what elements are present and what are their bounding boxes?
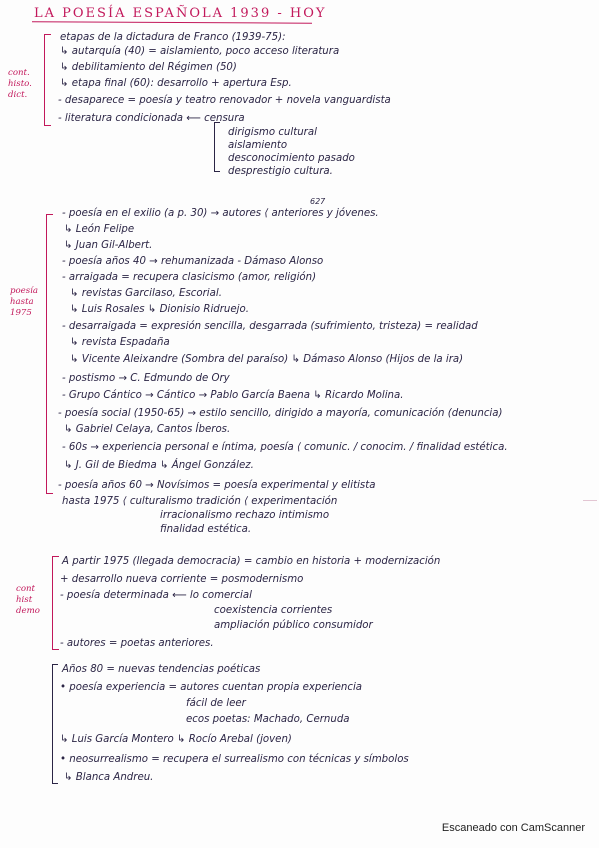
note-line: coexistencia corrientes: [214, 605, 333, 616]
side-label-cont-hist-dict: [8, 68, 32, 101]
note-line: ↳ Luis Rosales ↳ Dionisio Ridruejo.: [70, 304, 249, 315]
note-line: - autores = poetas anteriores.: [60, 638, 214, 649]
side-label-line: demo: [16, 606, 40, 616]
side-label-line: hist: [16, 595, 33, 605]
margin-mark: [583, 500, 597, 513]
note-line: dirigismo cultural: [228, 127, 317, 138]
note-line: aislamiento: [228, 140, 288, 151]
note-line: - arraigada = recupera clasicismo (amor, religión): [62, 272, 317, 283]
note-line: - desarraigada = expresión sencilla, desgarrada (sufrimiento, tristeza) = realidad: [62, 321, 478, 332]
side-label-line: 1975: [10, 308, 32, 318]
note-line: ↳ debilitamiento del Régimen (50): [60, 62, 237, 73]
side-label-line: hasta: [10, 297, 34, 307]
note-line: ↳ revistas Garcilaso, Escorial.: [70, 288, 222, 299]
note-line: ↳ Juan Gil-Albert.: [64, 240, 153, 251]
section-brace: [52, 556, 59, 650]
note-line: fácil de leer: [186, 698, 246, 709]
side-label-line: cont: [16, 584, 35, 594]
note-line: - poesía determinada ⟵ lo comercial: [60, 590, 252, 601]
note-line: - poesía años 60 → Novísimos = poesía experimental y elitista: [58, 480, 376, 491]
page-title: LA POESÍA ESPAÑOLA 1939 - HOY: [34, 6, 327, 21]
note-line: ↳ J. Gil de Biedma ↳ Ángel González.: [64, 460, 254, 471]
note-line: - literatura condicionada ⟵ censura: [58, 113, 245, 124]
note-line: finalidad estética.: [160, 524, 252, 535]
note-line: 627: [310, 197, 326, 206]
note-line: • poesía experiencia = autores cuentan propia experiencia: [60, 682, 363, 693]
side-label-line: dict.: [8, 90, 28, 100]
side-label-poesia-hasta-1975: [10, 286, 38, 319]
note-line: - poesía en el exilio (a p. 30) → autores ⟨ anteriores y jóvenes.: [62, 208, 379, 219]
section-brace: [52, 664, 58, 784]
section-brace: [44, 34, 51, 126]
note-line: irracionalismo rechazo intimismo: [160, 510, 330, 521]
note-line: ampliación público consumidor: [214, 620, 373, 631]
note-line: - 60s → experiencia personal e íntima, poesía ⟨ comunic. / conocim. / finalidad estética.: [62, 442, 508, 453]
section-brace: [46, 214, 53, 494]
note-line: - poesía social (1950-65) → estilo sencillo, dirigido a mayoría, comunicación (denuncia): [58, 408, 503, 419]
note-line: ↳ Gabriel Celaya, Cantos Íberos.: [64, 424, 231, 435]
note-line: A partir 1975 (llegada democracia) = cambio en historia + modernización: [62, 556, 441, 567]
note-line: ↳ León Felipe: [64, 224, 135, 235]
side-label-cont-hist-demo: [16, 584, 40, 617]
note-line: ecos poetas: Machado, Cernuda: [186, 714, 350, 725]
note-line: • neosurrealismo = recupera el surrealismo con técnicas y símbolos: [60, 754, 409, 765]
note-line: - poesía años 40 → rehumanizada - Dámaso Alonso: [62, 256, 324, 267]
scanner-watermark: Escaneado con CamScanner: [441, 822, 585, 834]
side-label-line: cont.: [8, 68, 30, 78]
note-line: - desaparece = poesía y teatro renovador + novela vanguardista: [58, 95, 391, 106]
note-line: ↳ Luis García Montero ↳ Rocío Arebal (joven): [60, 734, 292, 745]
note-line: desprestigio cultura.: [228, 166, 333, 177]
note-line: Años 80 = nuevas tendencias poéticas: [62, 664, 261, 675]
note-line: etapas de la dictadura de Franco (1939-75):: [60, 32, 286, 43]
note-line: ↳ autarquía (40) = aislamiento, poco acceso literatura: [60, 46, 340, 57]
note-line: hasta 1975 ⟨ culturalismo tradición ⟨ experimentación: [62, 496, 338, 507]
list-brace: [214, 122, 220, 172]
note-line: - Grupo Cántico → Cántico → Pablo García Baena ↳ Ricardo Molina.: [62, 390, 404, 401]
note-line: - postismo → C. Edmundo de Ory: [62, 373, 230, 384]
side-label-line: poesía: [10, 286, 39, 296]
note-line: ↳ Vicente Aleixandre (Sombra del paraíso) ↳ Dámaso Alonso (Hijos de la ira): [70, 354, 464, 365]
note-line: ↳ etapa final (60): desarrollo + apertura Esp.: [60, 78, 292, 89]
side-label-line: histo.: [8, 79, 32, 89]
title-underline: [32, 21, 312, 23]
note-line: ↳ revista Espadaña: [70, 337, 170, 348]
note-line: ↳ Blanca Andreu.: [64, 772, 154, 783]
note-line: + desarrollo nueva corriente = posmodernismo: [60, 574, 304, 585]
note-line: desconocimiento pasado: [228, 153, 355, 164]
